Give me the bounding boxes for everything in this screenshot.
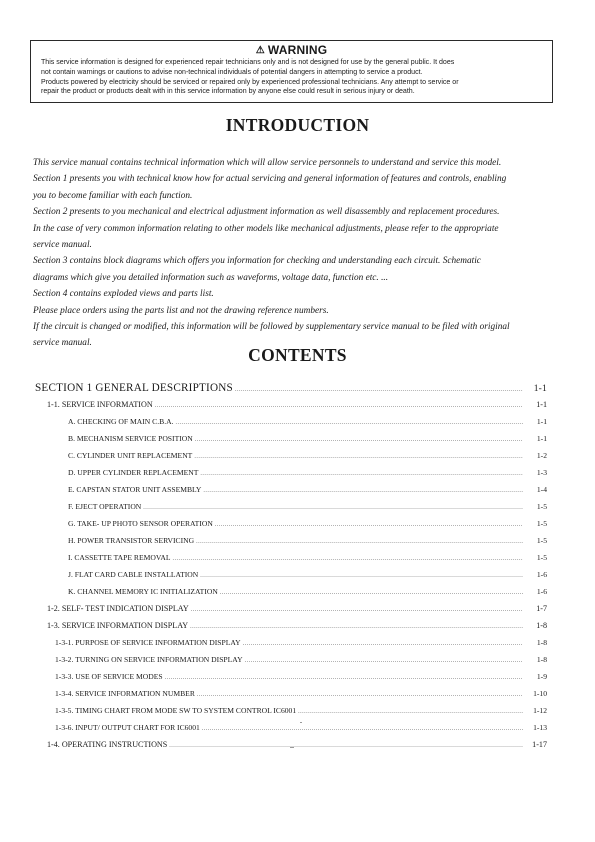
toc-leader (245, 658, 523, 664)
toc-page: 1-1 (536, 417, 547, 426)
toc-leader (200, 471, 523, 477)
toc-entry[interactable] (68, 451, 547, 460)
toc-leader (194, 454, 523, 460)
toc-label: J. FLAT CARD CABLE INSTALLATION (68, 570, 199, 579)
toc-leader (235, 387, 523, 393)
toc-label: 1-4. OPERATING INSTRUCTIONS (47, 740, 168, 749)
warning-text (31, 58, 552, 97)
toc-label: E. CAPSTAN STATOR UNIT ASSEMBLY (68, 485, 202, 494)
intro-line: If the circuit is changed or modified, this information will be followed by supplementary service manual to be filed with original (33, 322, 510, 333)
toc-leader (203, 488, 523, 494)
toc-leader (215, 522, 523, 528)
warning-triangle-icon: ⚠ (255, 45, 265, 56)
toc-page: 1-8 (536, 621, 547, 630)
toc-leader (172, 556, 523, 562)
toc-entry[interactable] (68, 485, 547, 494)
toc-page: 1-5 (536, 502, 547, 511)
introduction-title: INTRODUCTION (225, 115, 370, 135)
toc-entry[interactable] (68, 434, 547, 443)
warning-heading (31, 43, 552, 57)
toc-label: 1-3-6. INPUT/ OUTPUT CHART FOR IC6001 (55, 723, 200, 732)
toc-leader (200, 573, 523, 579)
toc-label: 1-1. SERVICE INFORMATION (47, 400, 153, 409)
toc-label: SECTION 1 GENERAL DESCRIPTIONS (35, 382, 233, 394)
toc-entry[interactable] (55, 723, 547, 732)
intro-line: In the case of very common information relating to other models like mechanical adjustments, please refer to the appropriate (33, 223, 499, 234)
toc-entry[interactable] (47, 740, 547, 749)
toc-leader (196, 539, 523, 545)
toc-leader (195, 437, 523, 443)
intro-line: you to become familiar with each function. (33, 190, 193, 201)
intro-line: diagrams which give you detailed information such as waveforms, voltage data, function etc. ... (33, 272, 389, 283)
toc-page: 1-5 (536, 536, 547, 545)
warning-line: not contain warnings or cautions to advise non-technical individuals of potential dangers in attempting to service a product. (41, 68, 423, 76)
toc-leader (220, 590, 523, 596)
warning-line: Products powered by electricity should be serviced or repaired only by experienced professional technicians. Any attempt to service or (41, 78, 459, 86)
toc-label: D. UPPER CYLINDER REPLACEMENT (68, 468, 199, 477)
toc-leader (202, 726, 523, 732)
scan-speck (290, 747, 294, 748)
toc-leader (191, 607, 523, 613)
toc-label: C. CYLINDER UNIT REPLACEMENT (68, 451, 193, 460)
toc-page: 1-6 (536, 587, 547, 596)
scan-speck (300, 722, 302, 723)
toc-label: F. EJECT OPERATION (68, 502, 142, 511)
toc-page: 1-12 (533, 706, 547, 715)
warning-title: WARNING (267, 43, 328, 57)
toc-entry[interactable] (55, 638, 547, 647)
toc-leader (143, 505, 523, 511)
toc-label: I. CASSETTE TAPE REMOVAL (68, 553, 171, 562)
toc-label: 1-3. SERVICE INFORMATION DISPLAY (47, 621, 189, 630)
toc-page: 1-3 (536, 468, 547, 477)
warning-line: repair the product or products dealt with in this service information by anyone else could result in serious injury or death. (41, 88, 415, 96)
toc-label: 1-2. SELF- TEST INDICATION DISPLAY (47, 604, 189, 613)
toc-leader (298, 709, 523, 715)
intro-line: Section 4 contains exploded views and parts list. (33, 289, 214, 300)
toc-label: B. MECHANISM SERVICE POSITION (68, 434, 193, 443)
toc-page: 1-1 (536, 434, 547, 443)
warning-box (30, 40, 553, 103)
toc-label: G. TAKE- UP PHOTO SENSOR OPERATION (68, 519, 213, 528)
toc-entry[interactable] (47, 604, 547, 613)
toc-entry[interactable] (55, 706, 547, 715)
toc-leader (165, 675, 523, 681)
introduction-body (33, 155, 563, 352)
toc-page: 1-8 (536, 655, 547, 664)
toc-entry[interactable] (68, 468, 547, 477)
toc-label: 1-3-2. TURNING ON SERVICE INFORMATION DISPLAY (55, 655, 243, 664)
toc-entry[interactable] (68, 417, 547, 426)
toc-entry[interactable] (68, 502, 547, 511)
toc-leader (155, 403, 523, 409)
toc-page: 1-1 (533, 384, 547, 394)
toc-label: K. CHANNEL MEMORY IC INITIALIZATION (68, 587, 218, 596)
intro-line: Section 2 presents to you mechanical and electrical adjustment information as well disassembly and replacement procedures. (33, 207, 500, 218)
toc-page: 1-17 (532, 740, 547, 749)
toc-entry[interactable] (55, 672, 547, 681)
toc-entry[interactable] (47, 621, 547, 630)
toc-leader (243, 641, 523, 647)
toc-page: 1-1 (536, 400, 547, 409)
toc-label: 1-3-3. USE OF SERVICE MODES (55, 672, 163, 681)
toc-page: 1-5 (536, 553, 547, 562)
toc-entry[interactable] (47, 400, 547, 409)
warning-line: This service information is designed for experienced repair technicians only and is not designed for use by the general public. It does (41, 59, 455, 66)
toc-label: 1-3-4. SERVICE INFORMATION NUMBER (55, 689, 195, 698)
toc-entry[interactable] (68, 553, 547, 562)
toc-entry[interactable] (68, 570, 547, 579)
toc-page: 1-5 (536, 519, 547, 528)
toc-entry[interactable] (68, 519, 547, 528)
toc-label: 1-3-5. TIMING CHART FROM MODE SW TO SYSTEM CONTROL IC6001 (55, 706, 297, 715)
toc-page: 1-8 (536, 638, 547, 647)
intro-line: Section 3 contains block diagrams which offers you information for checking and understanding each circuit. Schematic (33, 256, 481, 267)
intro-line: Please place orders using the parts list and not the drawing reference numbers. (33, 305, 329, 316)
toc-leader (190, 624, 523, 630)
toc-entry[interactable] (68, 587, 547, 596)
toc-page: 1-13 (533, 723, 547, 732)
toc-page: 1-6 (536, 570, 547, 579)
toc-page: 1-2 (536, 451, 547, 460)
toc-entry[interactable] (55, 689, 547, 698)
toc-label: 1-3-1. PURPOSE OF SERVICE INFORMATION DISPLAY (55, 638, 241, 647)
toc-label: A. CHECKING OF MAIN C.B.A. (68, 417, 174, 426)
toc-page: 1-4 (536, 485, 547, 494)
intro-line: Section 1 presents you with technical know how for actual servicing and general information of features and controls, enabling (33, 174, 507, 185)
toc-label: H. POWER TRANSISTOR SERVICING (68, 536, 195, 545)
toc-entry-section-1[interactable] (35, 382, 547, 394)
toc-entry[interactable] (55, 655, 547, 664)
intro-line: service manual. (33, 338, 92, 349)
toc-leader (197, 692, 523, 698)
toc-page: 1-10 (533, 689, 547, 698)
contents-title: CONTENTS (248, 345, 347, 365)
toc-page: 1-9 (536, 672, 547, 681)
toc-leader (175, 420, 523, 426)
intro-line: service manual. (33, 240, 92, 251)
toc-page: 1-7 (536, 604, 547, 613)
toc-leader (169, 743, 523, 749)
intro-line: This service manual contains technical information which will allow service personnels to understand and service this model. (33, 158, 502, 168)
toc-entry[interactable] (68, 536, 547, 545)
